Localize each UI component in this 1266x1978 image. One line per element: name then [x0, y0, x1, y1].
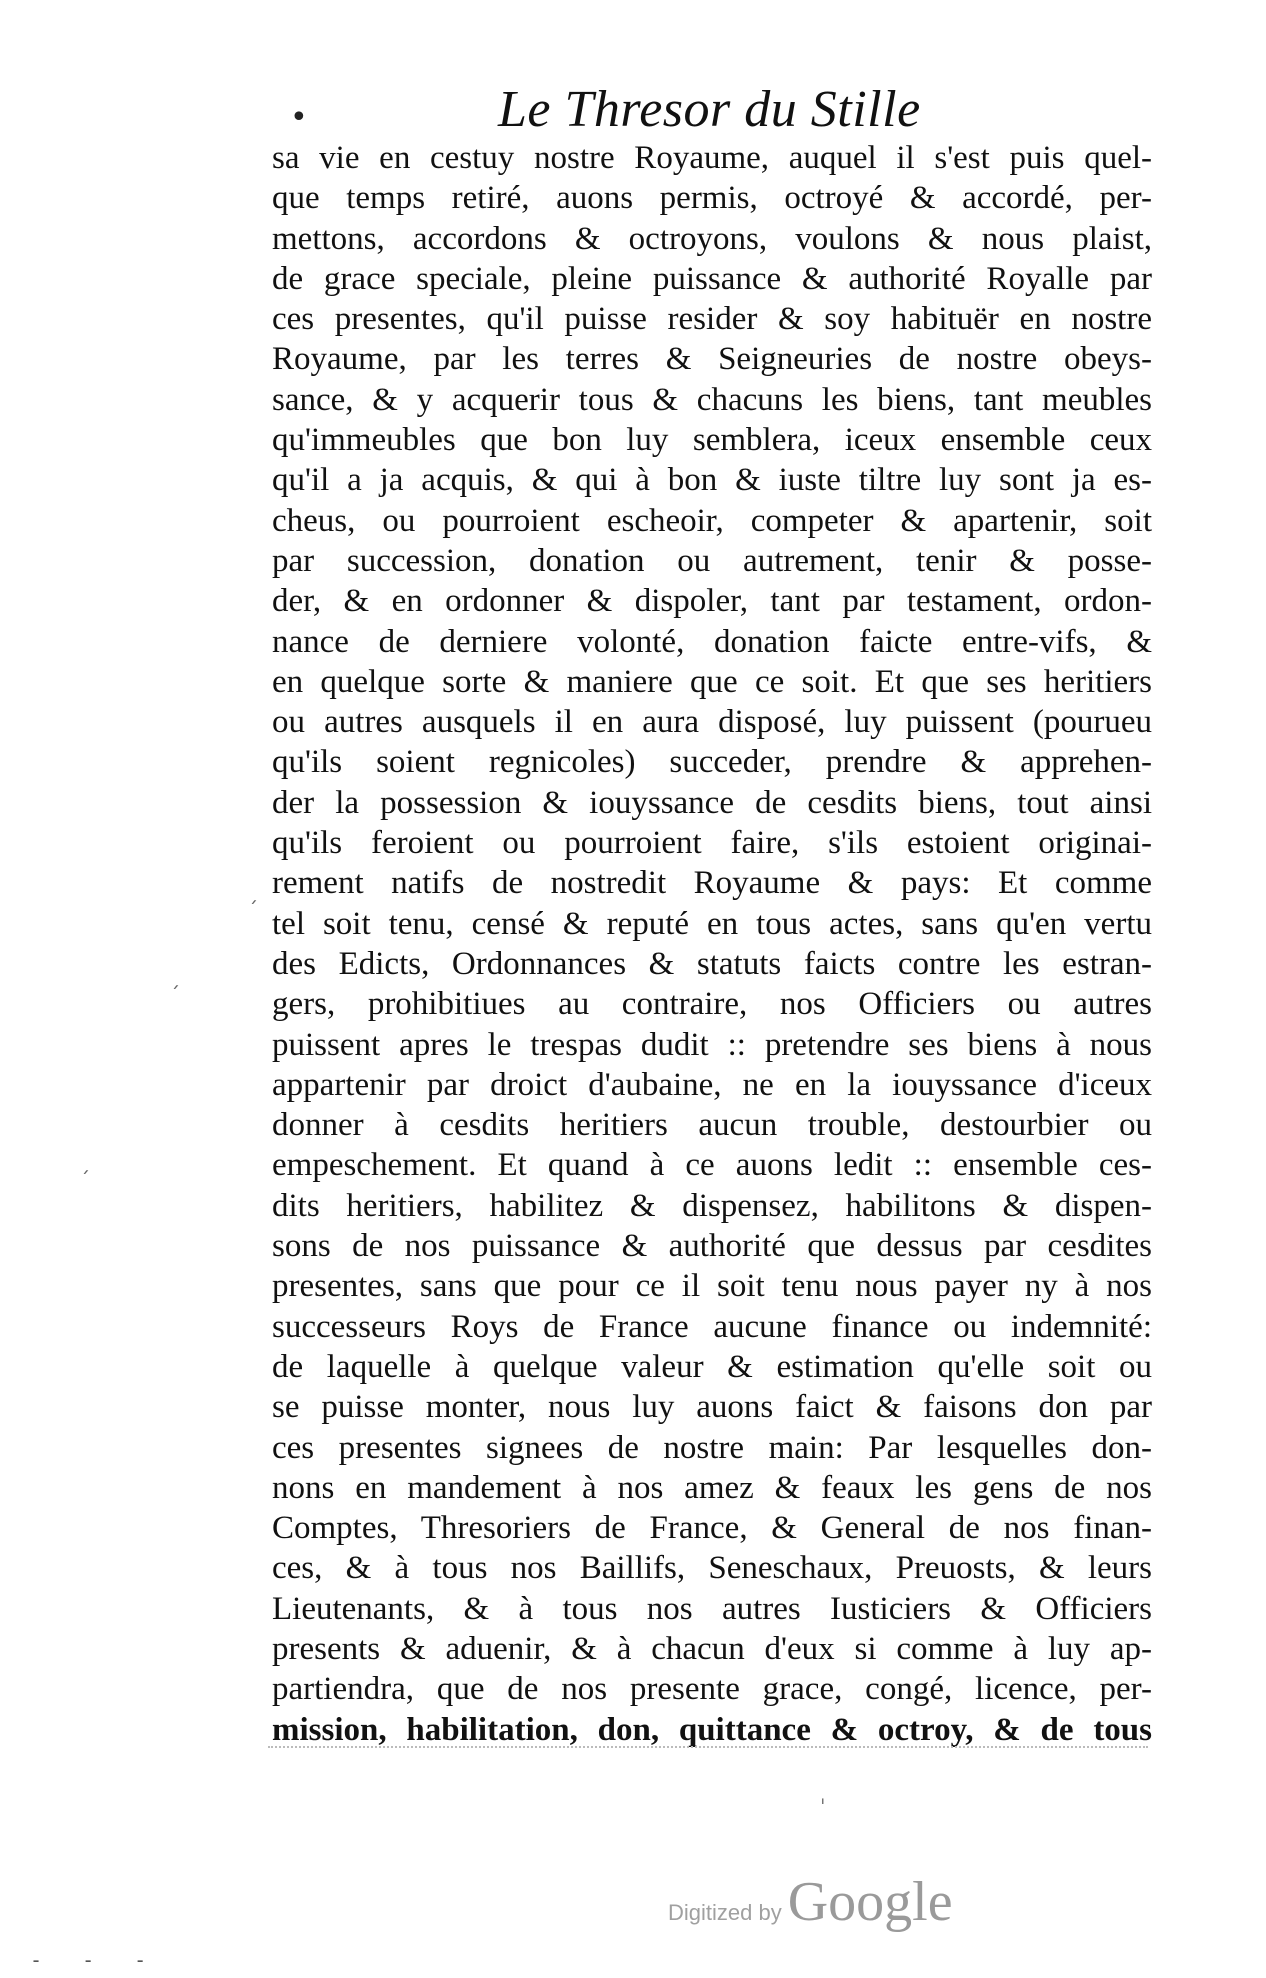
text-line: dits heritiers, habilitez & dispensez, habilitons & dispen-: [272, 1187, 1152, 1224]
text-line: mission, habilitation, don, quittance & octroy, & de tous: [272, 1711, 1152, 1748]
text-line: que temps retiré, auons permis, octroyé & accordé, per-: [272, 180, 1152, 217]
google-logo: Google: [787, 1871, 953, 1933]
text-line: donner à cesdits heritiers aucun trouble, destourbier ou: [272, 1107, 1152, 1144]
digitized-by-google-watermark: [668, 1870, 953, 1934]
text-line: ces, & à tous nos Baillifs, Seneschaux, Preuosts, & leurs: [272, 1550, 1152, 1587]
text-line: puissent apres le trespas dudit :: pretendre ses biens à nous: [272, 1026, 1152, 1063]
page-bottom-rule: [268, 1746, 1148, 1748]
text-line: presentes, sans que pour ce il soit tenu nous payer ny à nos: [272, 1268, 1152, 1305]
text-line: de grace speciale, pleine puissance & authorité Royalle par: [272, 260, 1152, 297]
text-line: sance, & y acquerir tous & chacuns les biens, tant meubles: [272, 381, 1152, 418]
text-line: nons en mandement à nos amez & feaux les gens de nos: [272, 1469, 1152, 1506]
text-line: en quelque sorte & maniere que ce soit. Et que ses heritiers: [272, 663, 1152, 700]
text-line: qu'ils feroient ou pourroient faire, s'ils estoient originai-: [272, 825, 1152, 862]
text-line: empeschement. Et quand à ce auons ledit :: ensemble ces-: [272, 1147, 1152, 1184]
text-line: des Edicts, Ordonnances & statuts faicts contre les estran-: [272, 945, 1152, 982]
text-line: der la possession & iouyssance de cesdits biens, tout ainsi: [272, 784, 1152, 821]
margin-mark: ˏ: [248, 880, 258, 904]
text-line: Comptes, Thresoriers de France, & General de nos finan-: [272, 1510, 1152, 1547]
text-line: sons de nos puissance & authorité que dessus par cesdites: [272, 1228, 1152, 1265]
watermark-digitized-text: Digitized by: [668, 1900, 782, 1925]
bottom-margin-marks: ‐ ‐ ‐: [30, 1948, 161, 1972]
text-line: der, & en ordonner & dispoler, tant par testament, ordon-: [272, 583, 1152, 620]
text-line: successeurs Roys de France aucune finance ou indemnité:: [272, 1308, 1152, 1345]
text-line: qu'ils soient regnicoles) succeder, prendre & apprehen-: [272, 744, 1152, 781]
margin-mark: ˏ: [80, 1150, 90, 1174]
text-line: de laquelle à quelque valeur & estimation qu'elle soit ou: [272, 1348, 1152, 1385]
text-line: mettons, accordons & octroyons, voulons & nous plaist,: [272, 220, 1152, 257]
text-line: Lieutenants, & à tous nos autres Iusticiers & Officiers: [272, 1590, 1152, 1627]
text-line: ou autres ausquels il en aura disposé, luy puissent (pourueu: [272, 704, 1152, 741]
text-line: tel soit tenu, censé & reputé en tous actes, sans qu'en vertu: [272, 905, 1152, 942]
text-line: par succession, donation ou autrement, tenir & posse-: [272, 542, 1152, 579]
text-line: ces presentes, qu'il puisse resider & soy habituër en nostre: [272, 301, 1152, 338]
body-text: [272, 138, 1152, 1750]
text-line: sa vie en cestuy nostre Royaume, auquel il s'est puis quel-: [272, 140, 1152, 176]
text-line: qu'il a ja acquis, & qui à bon & iuste tiltre luy sont ja es-: [272, 462, 1152, 499]
text-line: rement natifs de nostredit Royaume & pays: Et comme: [272, 865, 1152, 902]
margin-mark: ˏ: [170, 965, 180, 989]
text-line: gers, prohibitiues au contraire, nos Officiers ou autres: [272, 986, 1152, 1023]
running-title: Le Thresor du Stille: [498, 81, 921, 138]
text-line: qu'immeubles que bon luy semblera, iceux ensemble ceux: [272, 422, 1152, 459]
text-line: partiendra, que de nos presente grace, congé, licence, per-: [272, 1671, 1152, 1708]
text-line: ces presentes signees de nostre main: Par lesquelles don-: [272, 1429, 1152, 1466]
text-line: nance de derniere volonté, donation faicte entre-vifs, &: [272, 623, 1152, 660]
margin-mark: ˌ: [820, 1782, 826, 1806]
text-line: se puisse monter, nous luy auons faict & faisons don par: [272, 1389, 1152, 1426]
text-line: Royaume, par les terres & Seigneuries de nostre obeys-: [272, 341, 1152, 378]
text-line: presents & aduenir, & à chacun d'eux si comme à luy ap-: [272, 1630, 1152, 1667]
text-line: appartenir par droict d'aubaine, ne en la iouyssance d'iceux: [272, 1066, 1152, 1103]
text-line: cheus, ou pourroient escheoir, competer & apartenir, soit: [272, 502, 1152, 539]
header-mark: •: [290, 100, 308, 135]
